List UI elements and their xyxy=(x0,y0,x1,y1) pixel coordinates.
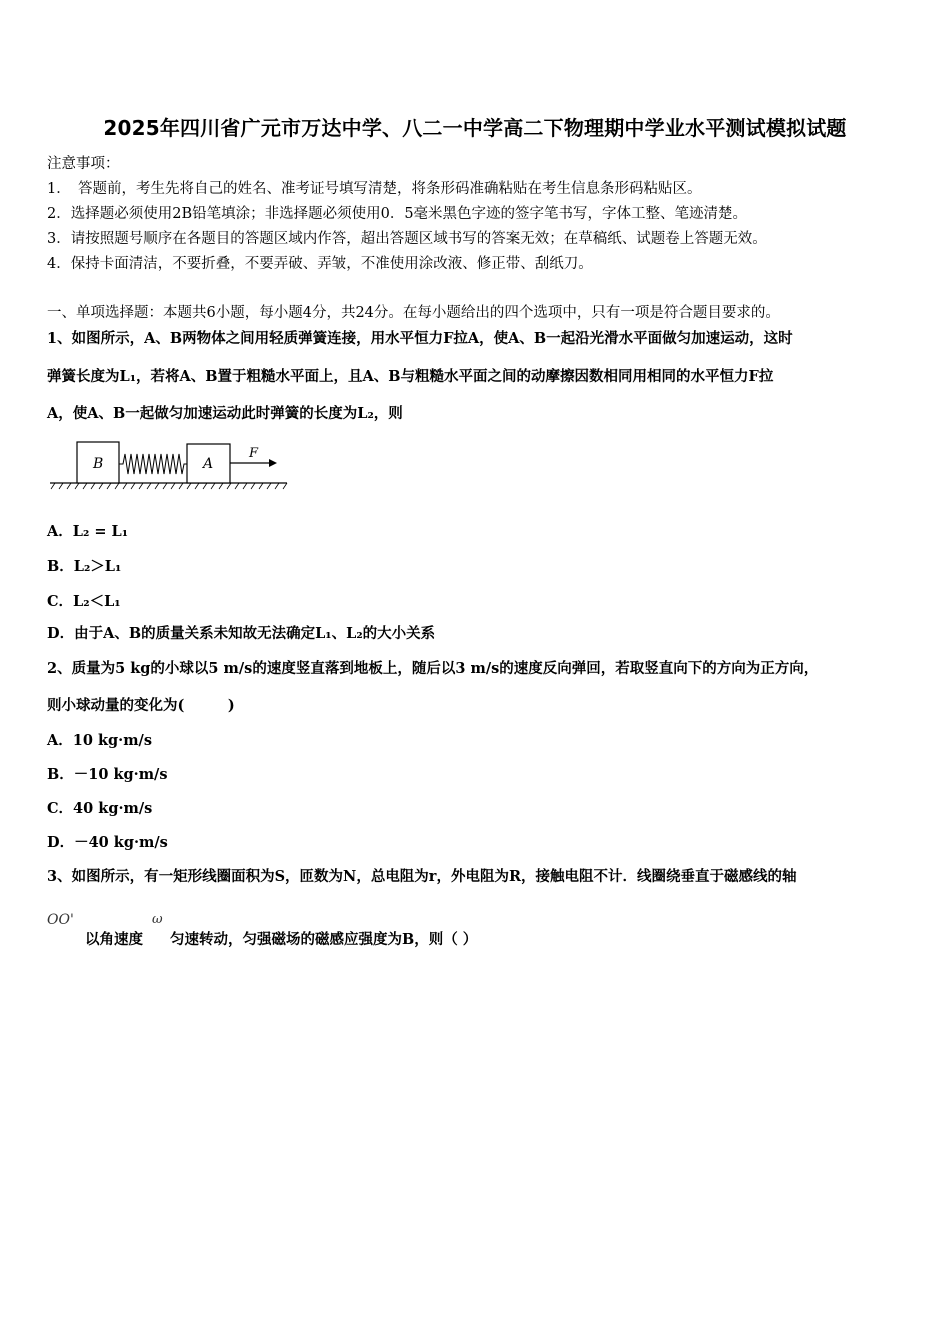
block-a-label: A xyxy=(203,456,214,472)
question-3-line-2a: 以角速度 xyxy=(85,931,143,948)
axis-symbol: OO' xyxy=(47,912,74,928)
question-1-option-a: A．L₂ = L₁ xyxy=(47,523,129,540)
question-1-line-1: 1、如图所示，A、B两物体之间用轻质弹簧连接，用水平恒力F拉A，使A、B一起沿光滑水平面做匀加速运动，这时 xyxy=(47,330,793,347)
question-1-option-c: C．L₂＜L₁ xyxy=(47,593,121,610)
question-2-option-b: B．－10 kg·m/s xyxy=(47,766,168,783)
question-3-line-1: 3、如图所示，有一矩形线圈面积为S，匝数为N，总电阻为r，外电阻为R，接触电阻不计．线圈绕垂直于磁感线的轴 xyxy=(47,868,797,885)
question-2-line-1: 2、质量为5 kg的小球以5 m/s的速度竖直落到地板上，随后以3 m/s的速度反向弹回，若取竖直向下的方向为正方向， xyxy=(47,660,819,677)
exam-title: 2025年四川省广元市万达中学、八二一中学高二下物理期中学业水平测试模拟试题 xyxy=(103,116,847,140)
spring-blocks-figure xyxy=(47,436,292,498)
spring-blocks-diagram xyxy=(47,436,292,494)
omega-symbol: ω xyxy=(152,912,163,927)
spring xyxy=(119,454,187,474)
notice-heading: 注意事项： xyxy=(47,156,120,172)
question-1-option-d: D．由于A、B的质量关系未知故无法确定L₁、L₂的大小关系 xyxy=(47,625,436,642)
force-label: F xyxy=(249,446,259,461)
section-heading: 一、单项选择题：本题共6小题，每小题4分，共24分。在每小题给出的四个选项中，只有一项是符合题目要求的。 xyxy=(47,305,780,321)
question-2-option-a: A．10 kg·m/s xyxy=(47,732,153,749)
notice-item-2: 2．选择题必须使用2B铅笔填涂；非选择题必须使用0．5毫米黑色字迹的签字笔书写，字体工整、笔迹清楚。 xyxy=(47,206,748,222)
question-2-line-2: 则小球动量的变化为( ) xyxy=(47,697,235,714)
block-b-label: B xyxy=(93,456,104,472)
question-3-line-2b: 匀速转动，匀强磁场的磁感应强度为B，则（ ） xyxy=(170,931,478,948)
question-1-line-2: 弹簧长度为L₁，若将A、B置于粗糙水平面上，且A、B与粗糙水平面之间的动摩擦因数相同用相同的水平恒力F拉 xyxy=(47,368,774,385)
question-1-option-b: B．L₂＞L₁ xyxy=(47,558,122,575)
question-2-option-d: D．－40 kg·m/s xyxy=(47,834,168,851)
notice-item-4: 4．保持卡面清洁，不要折叠，不要弄破、弄皱，不准使用涂改液、修正带、刮纸刀。 xyxy=(47,256,593,272)
question-1-line-3: A，使A、B一起做匀加速运动此时弹簧的长度为L₂，则 xyxy=(47,405,403,422)
force-arrow-head xyxy=(269,459,277,467)
ground-hatch xyxy=(51,483,287,489)
question-2-option-c: C．40 kg·m/s xyxy=(47,800,153,817)
notice-item-3: 3．请按照题号顺序在各题目的答题区域内作答，超出答题区域书写的答案无效；在草稿纸、试题卷上答题无效。 xyxy=(47,231,767,247)
notice-item-1: 1． 答题前，考生先将自己的姓名、准考证号填写清楚，将条形码准确粘贴在考生信息条形码粘贴区。 xyxy=(47,181,702,197)
